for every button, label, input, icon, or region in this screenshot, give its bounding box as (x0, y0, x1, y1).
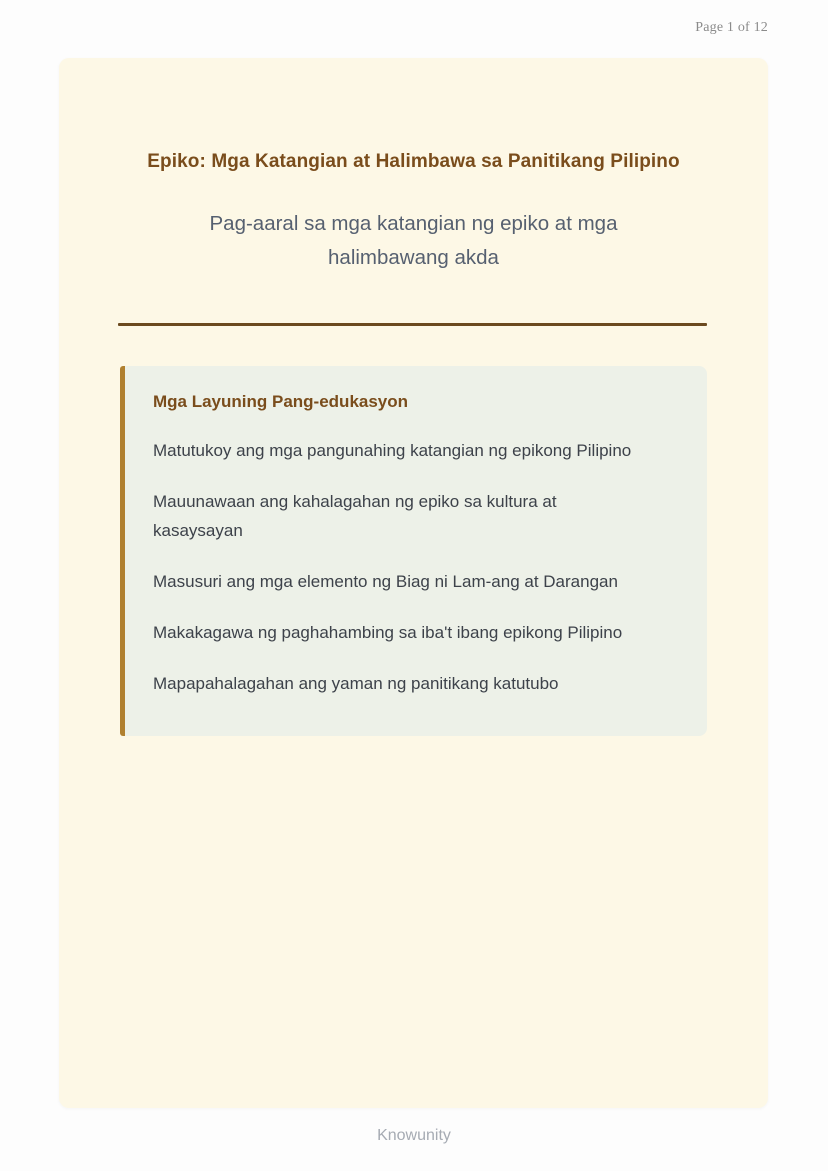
objectives-heading: Mga Layuning Pang-edukasyon (153, 392, 409, 411)
objective-item: Mapapahalagahan ang yaman ng panitikang katutubo (153, 674, 559, 693)
objectives-box (120, 366, 707, 736)
objective-item: Matutukoy ang mga pangunahing katangian ng epikong Pilipino (153, 441, 632, 460)
objective-item: Masusuri ang mga elemento ng Biag ni Lam-ang at Darangan (153, 572, 618, 591)
brand-watermark: Knowunity (377, 1127, 451, 1144)
section-divider (118, 323, 707, 326)
document-title: Epiko: Mga Katangian at Halimbawa sa Panitikang Pilipino (147, 151, 680, 172)
document-page (59, 58, 768, 1108)
objective-item: Makakagawa ng paghahambing sa iba't ibang epikong Pilipino (153, 623, 623, 642)
document-subtitle: Pag-aaral sa mga katangian ng epiko at mga halimbawang akda (209, 212, 618, 269)
objective-item: Mauunawaan ang kahalagahan ng epiko sa kultura at kasaysayan (153, 492, 557, 540)
page-indicator: Page 1 of 12 (695, 20, 768, 35)
